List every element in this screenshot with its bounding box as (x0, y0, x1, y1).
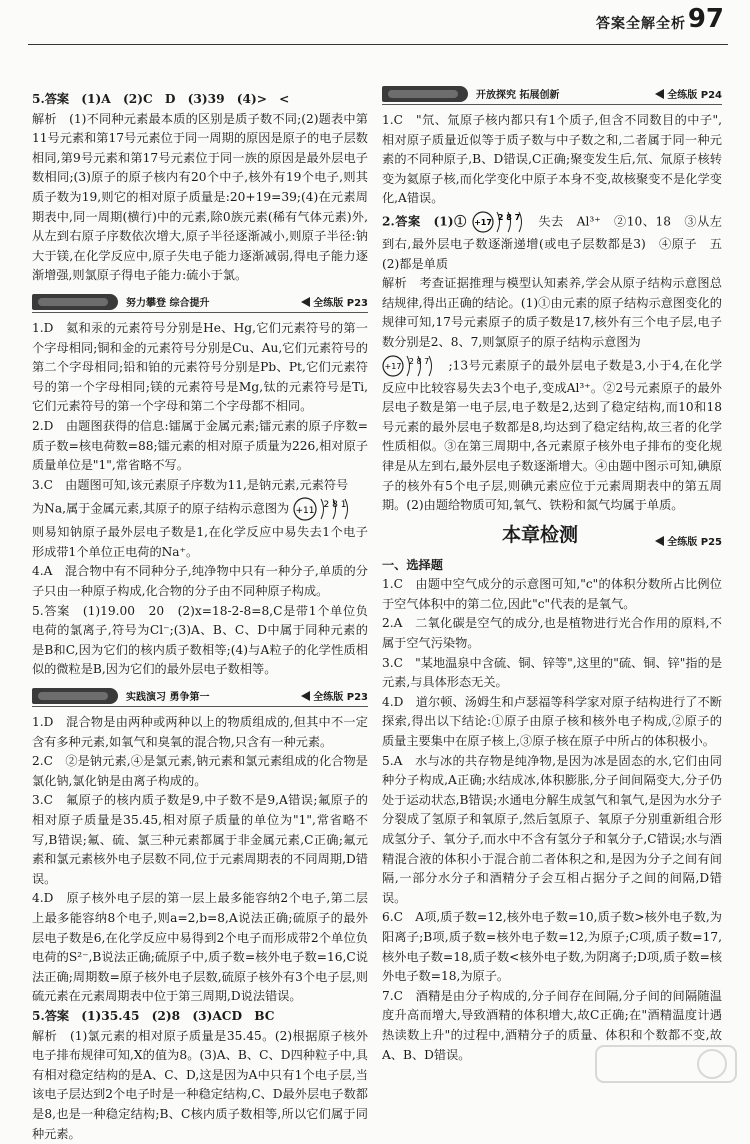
left-column (32, 90, 368, 1144)
answer-text: 2.C ②是钠元素,④是氯元素,钠元素和氯元素组成的化合物是氯化钠,氯化钠是由离子构成的。 (32, 754, 368, 788)
answer-text: 4.D 道尔顿、汤姆生和卢瑟福等科学家对原子结构进行了不断探索,得出以下结论:①原子由原子核和核外电子构成,②原子的质量主要集中在原子核上,③原子核在原子中所占的体积极小。 (382, 694, 722, 749)
answer-text: 3.C 氟原子的核内质子数是9,中子数不是9,A错误;氟原子的相对原子质量是35.45,相对原子质量的单位为"1",常省略不写,B错误;氟、硫、氯三种元素都属于非金属元素,C正确;氟元素和氯元素核外电子层数不同,位于元素周期表的不同周期,D错误。 (32, 793, 368, 886)
section-subtitle: 开放探究 拓展创新 (476, 90, 560, 101)
header-title: 答案全解全析 (596, 16, 686, 32)
section-tag (32, 688, 118, 704)
atom-nucleus-label: +11 (295, 506, 315, 517)
page-header (0, 0, 750, 48)
answer-text: 5.答案 (1)A (2)C D (3)39 (4)> < (32, 92, 290, 106)
section-tag (32, 294, 118, 310)
analysis-text: 解析 (1)不同种元素最本质的区别是质子数不同;(2)题表中第11号元素和第17号元素位于同一周期的原因是原子的电子层数相同,第9号元素和第17号元素位于同一族的原因是最外层电子数相同;(3)原子的原子核内有20个中子,核外有19个电子,则其质子数为19,则它的相对原子质量是:20+19=39;(4)在元素周期表中,同一周期(横行)中的元素,除0族元素(稀有气体元素)外,从左到右原子序数依次增大,原子半径逐渐减小,则原子半径:钠大于镁,在化学反应中,原子失电子能力逐渐减弱,得电子能力逐渐增强,则氯原子得电子能力:硫小于氯。 (32, 111, 368, 283)
answer-text: 1.C "氘、氚原子核内都只有1个质子,但含不同数目的中子",相对原子质量近似等于质子数与中子数之和,二者属于同一种元素的不同种原子,B、D错误,C正确;聚变发生后,氘、氚原子核转变为氦原子核,而化学变化中原子本身不变,故核聚变不是化学变化,A错误。 (382, 113, 722, 206)
arrow-icon (301, 691, 310, 701)
answer-text: 则易知钠原子最外层电子数是1,在化学反应中易失去1个电子形成带1个单位正电荷的Na⁺。 (32, 525, 368, 559)
section-ref: 全练版 P23 (301, 688, 368, 708)
atom-shell-label: 2 8 1 (323, 500, 347, 511)
section-ref: 全练版 P25 (655, 533, 722, 553)
atom-shell-label: 2 8 7 (408, 356, 430, 366)
analysis-text: +17 2 8 7 ;13号元素原子的最外层电子数是3,小于4,在化学反应中比较容易失去3个电子,变成Al³⁺。②2号元素原子的最外层电子数是第一电子层,电子数是2,达到了稳定结构,而10和18号元素的最外层电子数都是8,均达到了稳定结构,故三者的化学性质相似。③在第三周期中,各元素原子核外电子排布的变化规律是从左到右,最外层电子数逐渐增大。④由题中图示可知,碘原子的核外有5个电子层,则碘元素应位于元素周期表中的第五周期。(2)由题给物质可知,氧气、铁粉和氮气均属于单质。 (382, 353, 722, 516)
answer-text: 5.A 水与冰的共存物是纯净物,是因为冰是固态的水,它们由同种分子构成,A正确;水结成冰,体积膨胀,分子间间隔变大,分子仍处于运动状态,B错误;水通电分解生成氢气和氧气,是因为水分子分裂成了氢原子和氧原子,然后氢原子、氧原子分别重新组合形成氢分子、氧分子,而水中不含有氢分子和氧分子,C错误;水与酒精混合液的体积小于混合前二者体积之和,是因为分子之间有间隔,一部分水分子和酒精分子会互相占据分子之间的间隔,D错误。 (382, 753, 722, 905)
section-bar (32, 292, 368, 313)
answer-text: 2.A 二氧化碳是空气的成分,也是植物进行光合作用的原料,不属于空气污染物。 (382, 616, 722, 651)
section-ref: 全练版 P23 (301, 294, 368, 314)
answer-text: 3.C 由题图可知,该元素原子序数为11,是钠元素,元素符号 (32, 477, 349, 492)
answer-text: 2.答案 (1)① +17 2 8 7 失去 Al³⁺ ②10、18 ③从左到右,最外层电子数逐渐递增(或电子层数都是3) ④原子 五 (2)都是单质 (382, 209, 722, 274)
answer-text: 4.A 混合物中有不同种分子,纯净物中只有一种分子,单质的分子只由一种原子构成,化合物的分子由不同种原子构成。 (32, 564, 368, 599)
section-tag (382, 86, 468, 102)
answer-text: 5.答案 (1)19.00 20 (2)x=18-2-8=8,C是带1个单位负电荷的氯离子,符号为Cl⁻;(3)A、B、C、D中属于同种元素的是B和C,因为它们的核内质子数相等;(4)与A粒子的化学性质相似的微粒是B,因为它们的最外层电子数相等。 (32, 603, 368, 677)
answer-text: 5.答案 (1)35.45 (2)8 (3)ACD BC (32, 1008, 275, 1023)
atom-nucleus-label: +17 (384, 361, 402, 371)
section-bar (382, 84, 722, 105)
section-bar (32, 686, 368, 707)
atom-shell-label: 2 8 7 (497, 212, 520, 222)
answer-text: 2.D 由题图获得的信息:镭属于金属元素;镭元素的原子序数=质子数=核电荷数=88;镭元素的相对原子质量为226,相对原子质量单位是"1",常省略不写。 (32, 418, 368, 473)
section-subtitle: 努力攀登 综合提升 (126, 297, 210, 309)
answer-text: 3.C "某地温泉中含硫、铜、锌等",这里的"硫、铜、锌"指的是元素,与具体形态无关。 (382, 655, 722, 690)
watermark-logo (592, 1040, 742, 1100)
part-heading: 一、选择题 (382, 557, 443, 572)
section-subtitle: 实践演习 勇争第一 (126, 692, 210, 704)
answer-text: 1.D 混合物是由两种或两种以上的物质组成的,但其中不一定含有多种元素,如氧气和臭氧的混合物,只含有一种元素。 (32, 715, 368, 749)
chapter-title: 本章检测 (502, 523, 579, 546)
chlorine-atom-diagram (472, 209, 534, 235)
sodium-atom-diagram (293, 495, 363, 523)
header-rule (28, 44, 728, 45)
answer-text: 1.C 由题中空气成分的示意图可知,"c"的体积分数所占比例位于空气体积中的第二位,因此"c"代表的是氧气。 (382, 577, 722, 611)
answer-text: 6.C A项,质子数=12,核外电子数=10,质子数>核外电子数,为阳离子;B项,质子数=核外电子数=12,为原子;C项,质子数=17,核外电子数=18,质子数<核外电子数,为阴离子;D项,质子数=核外电子数=18,为原子。 (382, 910, 722, 984)
analysis-text: 解析 考查证据推理与模型认知素养,学会从原子结构示意图总结规律,得出正确的结论。(1)①由元素的原子结构示意图变化的规律可知,17号元素原子的质子数是17,核外有三个电子层,电子数分别是2、8、7,则氯原子的原子结构示意图为 (382, 276, 722, 349)
arrow-icon (655, 536, 664, 546)
answer-text: 为Na,属于金属元素,其原子的原子结构示意图为 +11 2 8 1 (32, 495, 368, 523)
answer-text: 7.C 酒精是由分子构成的,分子间存在间隔,分子间的间隔随温度升高而增大,导致酒精的体积增大,故C正确;在"酒精温度计遇热读数上升"的过程中,酒精分子的质量、体积和个数都不变,故A、B、D错误。 (382, 988, 722, 1062)
answer-text: 1.D 氦和汞的元素符号分别是He、Hg,它们元素符号的第一个字母相同;铜和金的元素符号分别是Cu、Au,它们元素符号的第二个字母相同;铅和铂的元素符号分别是Pb、Pt,它们元素符号的第一个字母相同;镁的元素符号是Mg,钛的元素符号是Ti,它们元素符号的第一个字母和第二个字母都不相同。 (32, 320, 368, 414)
right-column (382, 90, 735, 1065)
analysis-text: 解析 (1)氯元素的相对原子质量是35.45。(2)根据原子核外电子排布规律可知,X的值为8。(3)A、B、C、D四种粒子中,具有相对稳定结构的是A、C、D,这是因为A中只有1个电子层,当该电子层达到2个电子时是一种稳定结构,C、D最外层电子数都是8,也是一种稳定结构;B、C核内质子数相等,所以它们属于同种元素。 (32, 1028, 368, 1141)
arrow-icon (301, 297, 310, 307)
chlorine-atom-diagram (382, 353, 444, 379)
section-ref: 全练版 P24 (655, 86, 722, 106)
page-number: 97 (687, 4, 724, 34)
atom-nucleus-label: +17 (473, 217, 492, 227)
chapter-heading (382, 523, 722, 552)
answer-text: 4.D 原子核外电子层的第一层上最多能容纳2个电子,第二层上最多能容纳8个电子,则a=2,b=8,A说法正确;硫原子的最外层电子数是6,在化学反应中易得到2个电子而形成带2个单位负电荷的S²⁻,B说法正确;硫原子中,质子数=核外电子数=16,C说法正确;周期数=原子核外电子层数,硫原子核外有3个电子层,则硫元素在元素周期表中位于第三周期,D说法错误。 (32, 891, 368, 1004)
arrow-icon (655, 89, 664, 99)
